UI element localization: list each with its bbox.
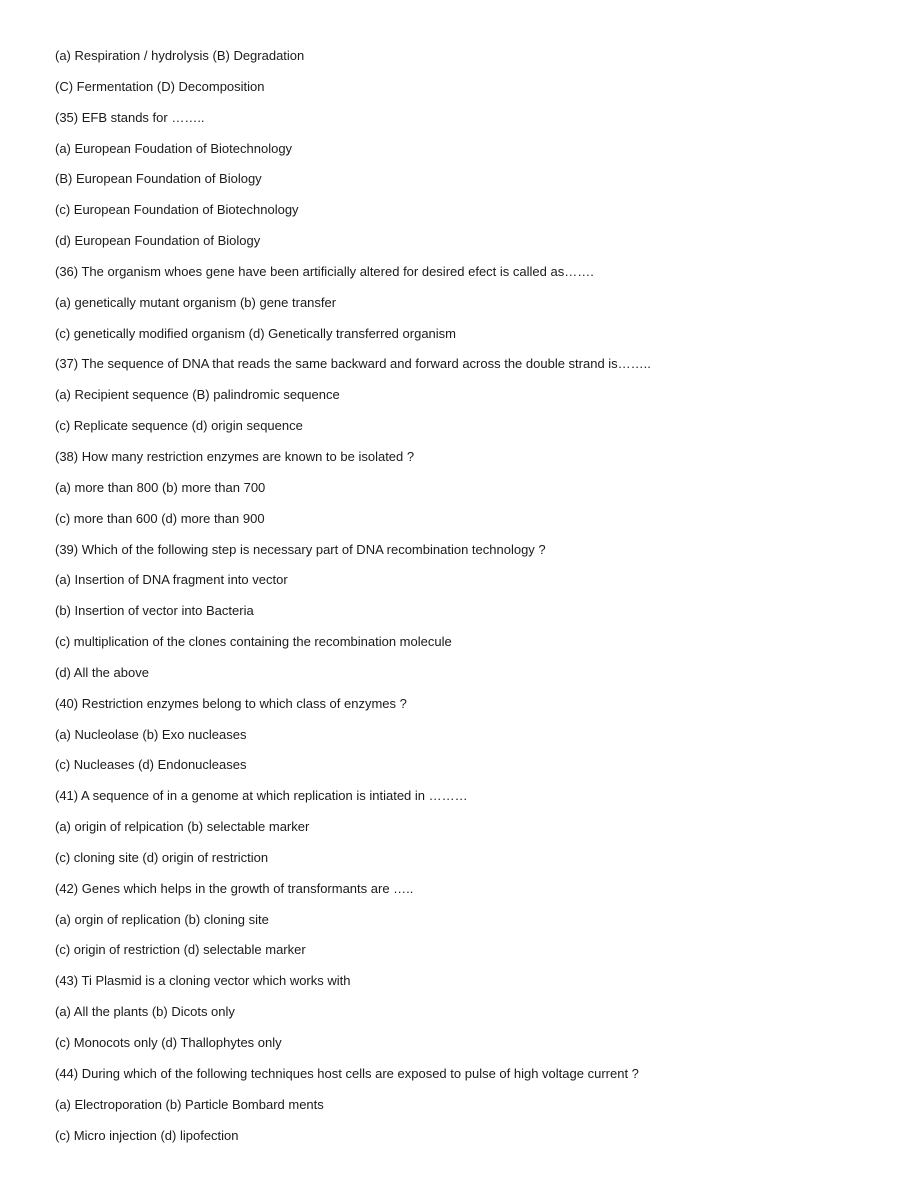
line-option: (c) origin of restriction (d) selectable marker [55,942,306,958]
line-question: (40) Restriction enzymes belong to which class of enzymes ? [55,695,407,711]
line-option: (c) Micro injection (d) lipofection [55,1127,239,1143]
line-option: (c) Nucleases (d) Endonucleases [55,757,247,773]
line-option: (c) cloning site (d) origin of restriction [55,849,269,865]
line-option: (a) Electroporation (b) Particle Bombard ments [55,1096,324,1112]
line-option: (c) Monocots only (d) Thallophytes only [55,1035,282,1050]
line-question: (41) A sequence of in a genome at which replication is intiated in ……… [55,788,468,804]
line-question: (37) The sequence of DNA that reads the same backward and forward across the double strand is…….. [55,356,651,372]
line-option: (d) All the above [55,664,149,680]
line-option: (c) more than 600 (d) more than 900 [55,510,265,526]
line-option: (a) Recipient sequence (B) palindromic sequence [55,387,340,403]
line-option: (a) European Foudation of Biotechnology [55,140,293,156]
line-option: (C) Fermentation (D) Decomposition [55,78,265,94]
line-option: (b) Insertion of vector into Bacteria [55,603,254,619]
line-option: (B) European Foundation of Biology [55,171,262,187]
line-question: (44) During which of the following techniques host cells are exposed to pulse of high voltage current ? [55,1065,639,1081]
line-option: (a) more than 800 (b) more than 700 [55,479,266,495]
line-option: (a) genetically mutant organism (b) gene transfer [55,294,337,310]
line-option: (c) Replicate sequence (d) origin sequence [55,418,303,434]
line-question: (38) How many restriction enzymes are known to be isolated ? [55,448,415,464]
line-option: (a) Respiration / hydrolysis (B) Degradation [55,48,305,63]
line-option: (a) origin of relpication (b) selectable marker [55,819,310,835]
line-question: (36) The organism whoes gene have been artificially altered for desired efect is called as……. [55,263,594,279]
line-option: (a) All the plants (b) Dicots only [55,1004,235,1020]
line-question: (35) EFB stands for …….. [55,109,205,125]
line-option: (a) Insertion of DNA fragment into vector [55,572,288,588]
line-option: (a) Nucleolase (b) Exo nucleases [55,726,247,742]
line-question: (42) Genes which helps in the growth of transformants are ….. [55,880,414,896]
question-list [55,46,875,1156]
line-question: (43) Ti Plasmid is a cloning vector which works with [55,973,351,989]
line-option: (c) genetically modified organism (d) Genetically transferred organism [55,325,456,341]
line-option: (c) European Foundation of Biotechnology [55,202,299,218]
line-option: (d) European Foundation of Biology [55,233,261,249]
line-option: (a) orgin of replication (b) cloning site [55,911,269,927]
line-option: (c) multiplication of the clones containing the recombination molecule [55,634,452,650]
line-question: (39) Which of the following step is necessary part of DNA recombination technology ? [55,541,546,557]
